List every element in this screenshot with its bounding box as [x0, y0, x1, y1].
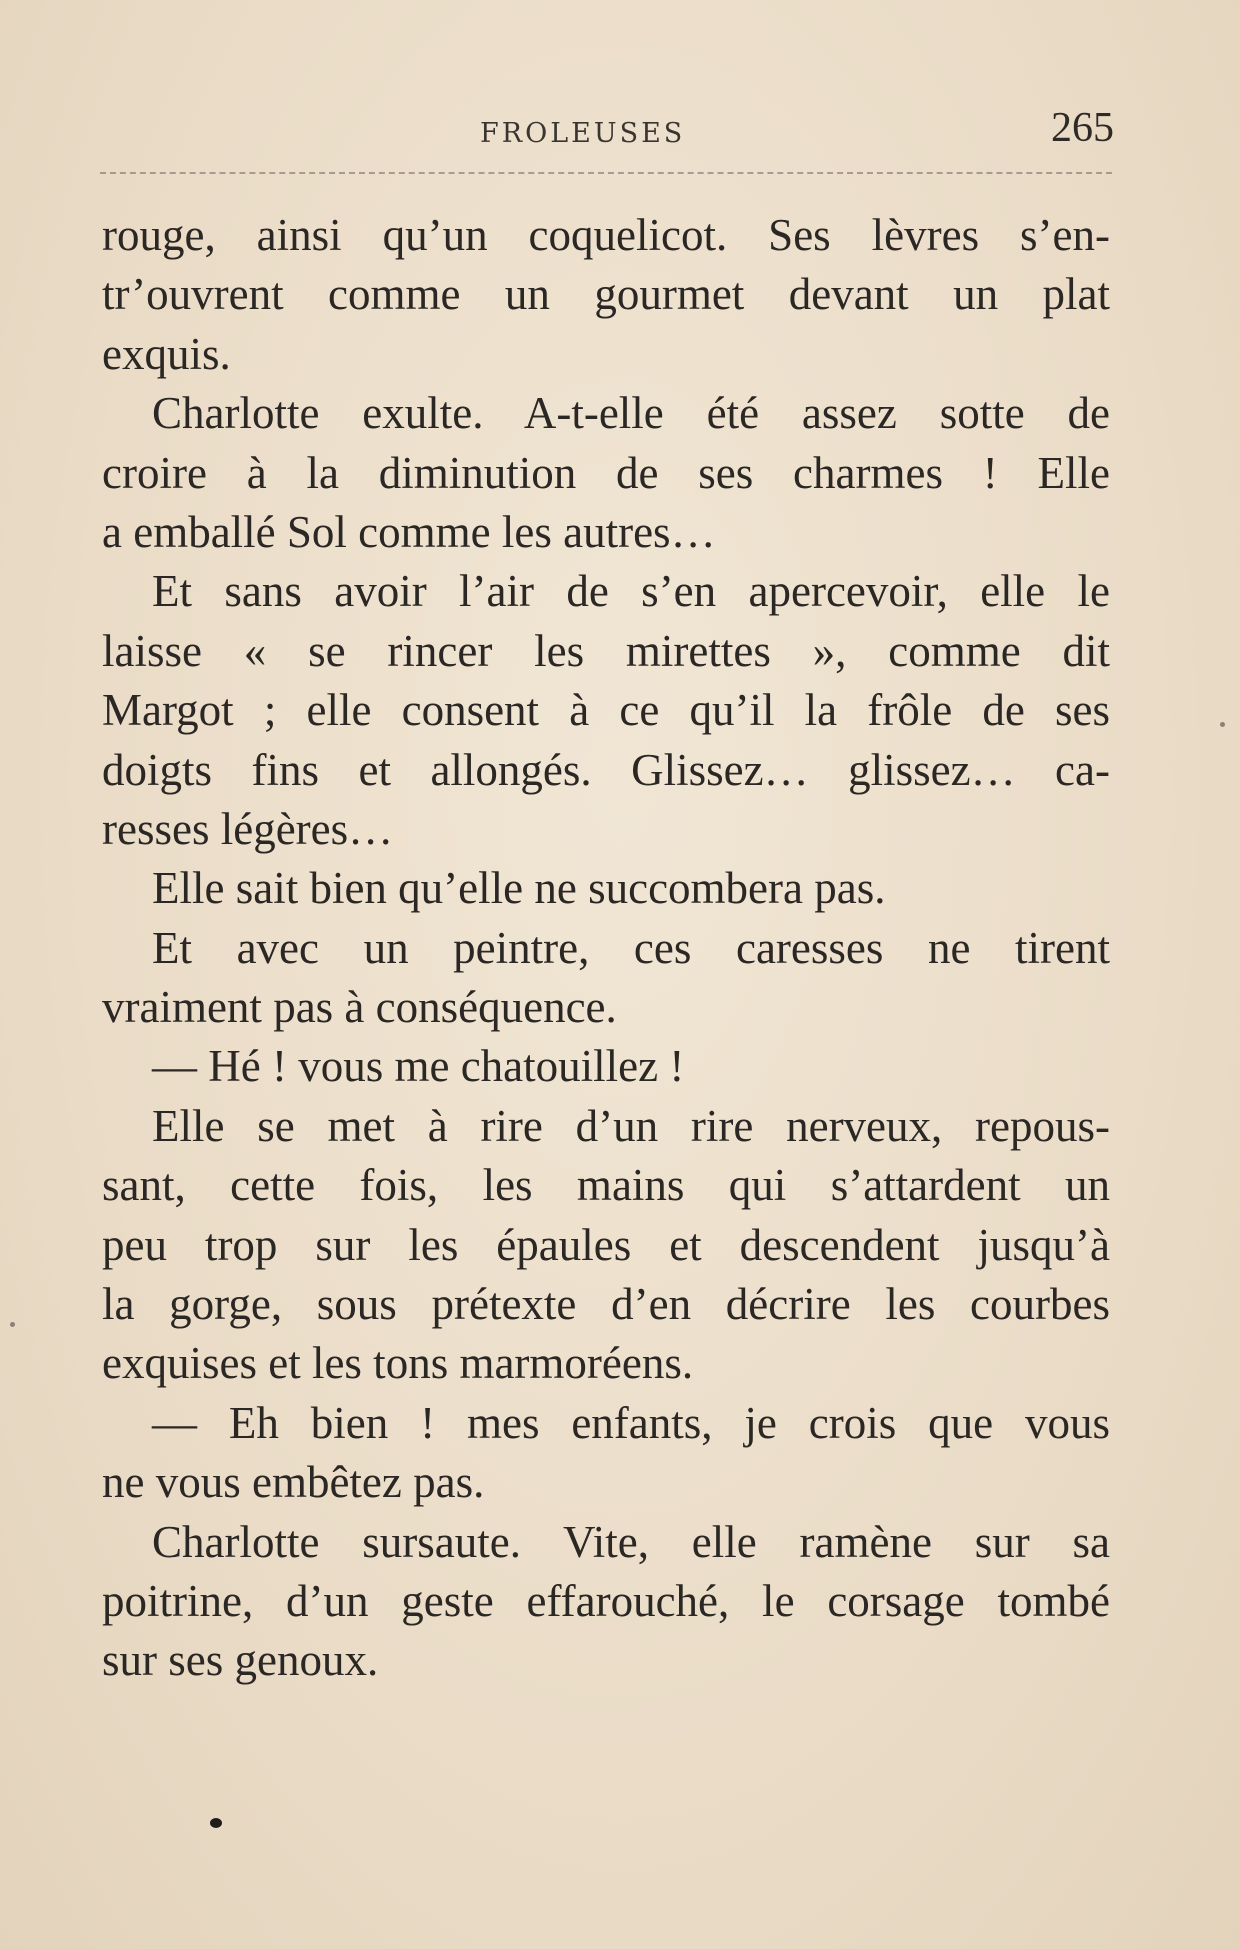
- text-line: sur ses genoux.: [102, 1635, 379, 1686]
- text-line: peu trop sur les épaules et descendent jusqu’à: [102, 1219, 1110, 1270]
- text-line: poitrine, d’un geste effarouché, le corsage tombé: [102, 1575, 1110, 1626]
- text-line: sant, cette fois, les mains qui s’attardent un: [102, 1160, 1110, 1211]
- ink-dot-ornament: [210, 1818, 222, 1828]
- text-line: croire à la diminution de ses charmes ! Elle: [102, 447, 1110, 498]
- text-line: Charlotte sursaute. Vite, elle ramène sur sa: [152, 1516, 1110, 1567]
- text-line: ne vous embêtez pas.: [102, 1457, 485, 1508]
- text-line: Et avec un peintre, ces caresses ne tirent: [152, 922, 1110, 973]
- text-line: laisse « se rincer les mirettes », comme dit: [102, 625, 1110, 676]
- text-line: Elle sait bien qu’elle ne succombera pas.: [152, 863, 886, 914]
- text-line: tr’ouvrent comme un gourmet devant un plat: [102, 269, 1110, 320]
- text-line: resses légères…: [102, 803, 394, 854]
- text-line: vraiment pas à conséquence.: [102, 982, 617, 1033]
- header-rule: [100, 172, 1112, 174]
- text-line: — Hé ! vous me chatouillez !: [152, 1041, 685, 1092]
- page-number: 265: [1051, 105, 1114, 151]
- text-line: — Eh bien ! mes enfants, je crois que vous: [152, 1397, 1110, 1448]
- page-header: [104, 104, 1114, 154]
- text-line: a emballé Sol comme les autres…: [102, 506, 716, 557]
- text-line: rouge, ainsi qu’un coquelicot. Ses lèvres s’en-: [102, 210, 1110, 260]
- text-line: Elle se met à rire d’un rire nerveux, repous-: [152, 1100, 1110, 1151]
- text-line: Et sans avoir l’air de s’en apercevoir, elle le: [152, 566, 1110, 617]
- text-line: exquises et les tons marmoréens.: [102, 1338, 694, 1389]
- body-text: [102, 206, 1110, 1691]
- text-line: Charlotte exulte. A-t-elle été assez sotte de: [152, 388, 1110, 439]
- running-title: FROLEUSES: [480, 118, 686, 149]
- text-line: la gorge, sous prétexte d’en décrire les courbes: [102, 1279, 1110, 1330]
- text-line: doigts fins et allongés. Glissez… glissez… ca-: [102, 744, 1110, 795]
- text-line: Margot ; elle consent à ce qu’il la frôle de ses: [102, 685, 1110, 736]
- paper-speck: [1220, 722, 1225, 727]
- paper-speck: [10, 1322, 15, 1327]
- text-line: exquis.: [102, 328, 231, 379]
